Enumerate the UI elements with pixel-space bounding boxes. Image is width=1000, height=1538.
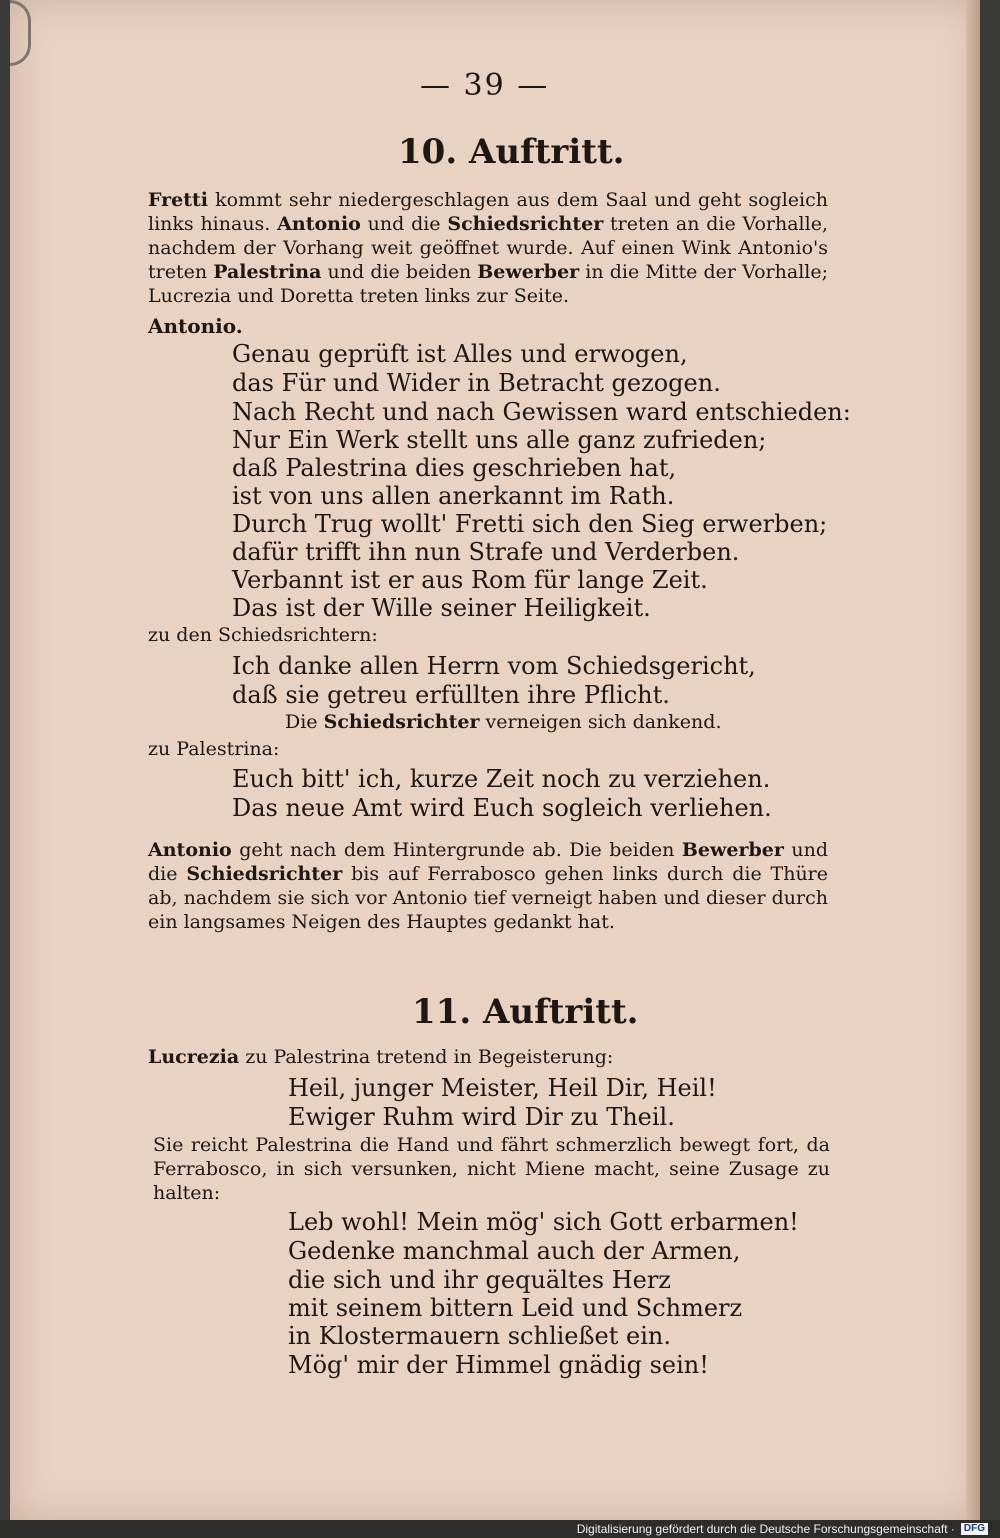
speaker-antonio: Antonio.: [148, 314, 243, 338]
character-name: Bewerber: [681, 839, 784, 861]
verse-line: Das neue Amt wird Euch sogleich verliehen.: [232, 794, 772, 822]
scene-11-title: 11. Auftritt.: [412, 992, 639, 1032]
scene-10-stage-direction: [148, 188, 828, 308]
verse-line: Nur Ein Werk stellt uns alle ganz zufrieden;: [232, 426, 767, 454]
character-name: Antonio: [277, 213, 361, 235]
page-edge: [966, 0, 980, 1520]
verse-line: dafür trifft ihn nun Strafe und Verderben.: [232, 538, 740, 566]
verse-line: in Klostermauern schließet ein.: [288, 1322, 671, 1350]
stage-direction-bow: [285, 711, 722, 733]
verse-line: Euch bitt' ich, kurze Zeit noch zu verziehen.: [232, 765, 771, 793]
verse-line: daß sie getreu erfüllten ihre Pflicht.: [232, 681, 670, 709]
verse-line: mit seinem bittern Leid und Schmerz: [288, 1294, 743, 1322]
character-name: Schiedsrichter: [186, 863, 343, 885]
verse-line: Heil, junger Meister, Heil Dir, Heil!: [288, 1074, 717, 1102]
stage-direction-judges: zu den Schiedsrichtern:: [148, 624, 378, 646]
page-number: — 39 —: [420, 68, 550, 103]
character-name: Schiedsrichter: [323, 711, 480, 733]
verse-line: Das ist der Wille seiner Heiligkeit.: [232, 594, 651, 622]
verse-line: Nach Recht und nach Gewissen ward entschieden:: [232, 398, 851, 426]
dfg-logo-icon: DFG: [961, 1523, 988, 1535]
verse-line: Verbannt ist er aus Rom für lange Zeit.: [232, 566, 708, 594]
character-name: Schiedsrichter: [447, 213, 604, 235]
verse-line: ist von uns allen anerkannt im Rath.: [232, 482, 675, 510]
stage-direction-palestrina: zu Palestrina:: [148, 738, 280, 760]
character-name: Palestrina: [213, 261, 322, 283]
direction-text: treten an die Vorhalle, nachdem der Vorhang weit geöffnet wurde. Auf einen Wink Antonio's treten: [148, 213, 828, 283]
direction-text: geht nach dem Hintergrunde ab. Die beiden: [231, 839, 682, 861]
verse-line: das Für und Wider in Betracht gezogen.: [232, 369, 721, 397]
character-name: Antonio: [148, 839, 232, 861]
direction-text: zu Palestrina tretend in Begeisterung:: [239, 1046, 614, 1068]
verse-line: Mög' mir der Himmel gnädig sein!: [288, 1351, 709, 1379]
verse-line: Ewiger Ruhm wird Dir zu Theil.: [288, 1103, 675, 1131]
character-name: Bewerber: [477, 261, 580, 283]
scene-10-exit-direction: [148, 838, 828, 934]
direction-text: bis auf Ferrabosco gehen links durch die Thüre ab, nachdem sie sich vor Antonio tief verneigt haben und dieser durch ein langsames Neigen des Hauptes gedankt hat.: [148, 863, 829, 933]
direction-text: kommt sehr niedergeschlagen aus dem Saal und geht sogleich links hinaus.: [148, 189, 828, 235]
direction-text: und die beiden: [321, 261, 478, 283]
funding-footer: [577, 1521, 988, 1537]
direction-text: verneigen sich dankend.: [479, 711, 722, 733]
speaker-lucrezia-line: [148, 1046, 613, 1068]
direction-text: in die Mitte der Vorhalle; Lucrezia und Doretta treten links zur Seite.: [148, 261, 828, 307]
verse-line: Ich danke allen Herrn vom Schiedsgericht,: [232, 652, 756, 680]
direction-text: und die: [148, 839, 828, 885]
character-name: Fretti: [148, 189, 209, 211]
verse-line: Genau geprüft ist Alles und erwogen,: [232, 340, 688, 368]
verse-line: die sich und ihr gequältes Herz: [288, 1266, 671, 1294]
footer-text: Digitalisierung gefördert durch die Deutsche Forschungsgemeinschaft ·: [576, 1522, 955, 1536]
direction-text: und die: [360, 213, 448, 235]
verse-line: Durch Trug wollt' Fretti sich den Sieg erwerben;: [232, 510, 828, 538]
scene-11-stage-direction: Sie reicht Palestrina die Hand und fährt schmerzlich bewegt fort, da Ferrabosco, in sich versunken, nicht Miene macht, seine Zusage zu halten:: [153, 1134, 830, 1204]
binding-ring: [10, 0, 31, 66]
scene-10-title: 10. Auftritt.: [398, 132, 625, 172]
verse-line: daß Palestrina dies geschrieben hat,: [232, 454, 677, 482]
direction-text: Die: [285, 711, 324, 733]
verse-line: Gedenke manchmal auch der Armen,: [288, 1237, 741, 1265]
character-name: Lucrezia: [148, 1046, 240, 1068]
verse-line: Leb wohl! Mein mög' sich Gott erbarmen!: [288, 1208, 799, 1236]
